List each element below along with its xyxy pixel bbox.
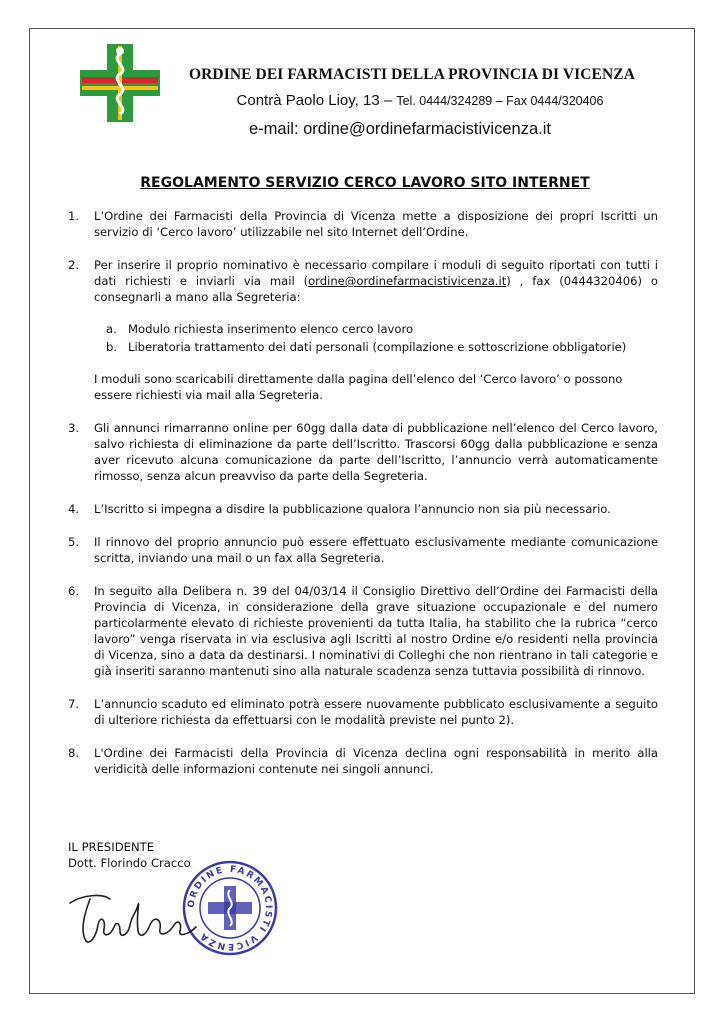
stamp-text: ORDINE FARMACISTI VICENZA bbox=[186, 864, 274, 952]
email-link[interactable]: ordine@ordinefarmacistivicenza.it bbox=[308, 274, 507, 288]
regulation-list bbox=[68, 208, 658, 794]
org-name: ORDINE DEI FARMACISTI DELLA PROVINCIA DI VICENZA bbox=[188, 66, 636, 83]
signatory-role: IL PRESIDENTE bbox=[68, 840, 155, 854]
item-number: 6. bbox=[68, 584, 80, 598]
sub-item-text: Modulo richiesta inserimento elenco cerco lavoro bbox=[128, 322, 414, 336]
sub-item-text: Liberatoria trattamento dei dati personali (compilazione e sottoscrizione obbligatorie) bbox=[128, 340, 627, 354]
document-title: REGOLAMENTO SERVIZIO CERCO LAVORO SITO INTERNET bbox=[140, 175, 590, 191]
item-number: 5. bbox=[68, 535, 80, 549]
item-note: I moduli sono scaricabili direttamente dalla pagina dell’elenco del ‘Cerco lavoro’ o possono essere richiesti via mail alla Segreteria. bbox=[94, 372, 623, 402]
list-item bbox=[68, 583, 658, 679]
sub-item-letter: b. bbox=[106, 340, 118, 354]
item-text: L’Ordine dei Farmacisti della Provincia di Vicenza mette a disposizione dei propri Iscritti un servizio di ‘Cerco lavoro’ utilizzabile nel sito Internet dell’Ordine. bbox=[94, 209, 658, 239]
address-text: Contrà Paolo Lioy, 13 – bbox=[236, 92, 397, 109]
signatory-name: Dott. Florindo Cracco bbox=[68, 856, 191, 870]
caduceus-cross-icon bbox=[80, 44, 160, 122]
item-number: 4. bbox=[68, 502, 80, 516]
item-text-part: Per inserire il proprio nominativo è necessario compilare i moduli di seguito riportati con tutti i dati richiesti e inviarli via mail ( bbox=[94, 258, 658, 288]
signature-block bbox=[68, 839, 191, 871]
handwritten-signature bbox=[62, 885, 212, 950]
item-number: 1. bbox=[68, 209, 80, 223]
item-text: L’Iscritto si impegna a disdire la pubblicazione qualora l’annuncio non sia più necessario. bbox=[94, 502, 611, 516]
item-text: In seguito alla Delibera n. 39 del 04/03/14 il Consiglio Direttivo dell’Ordine dei Farmacisti della Provincia di Vicenza, in considerazione della grave situazione occupazionale e del numero particolarmente elevato di richieste provenienti da tutta Italia, ha stabilito che la rubrica “cerco lavoro” venga riservata in via esclusiva agli Iscritti al nostro Ordine e/o residenti nella provincia di Vicenza, sino a data da destinarsi. I nominativi di Colleghi che non rientrano in tali categorie e già inseriti saranno mantenuti sino alla naturale scadenza senza tuttavia possibilità di rinnovo. bbox=[94, 584, 658, 678]
item-number: 3. bbox=[68, 421, 80, 435]
sub-item-letter: a. bbox=[106, 322, 117, 336]
list-item bbox=[68, 420, 658, 484]
list-item bbox=[68, 534, 658, 566]
list-item bbox=[68, 745, 658, 777]
list-item bbox=[68, 696, 658, 728]
list-item bbox=[68, 257, 658, 305]
org-address bbox=[200, 92, 640, 109]
org-email: e-mail: ordine@ordinefarmacistivicenza.it bbox=[249, 120, 551, 138]
item-text-part: ) , fax (0444320406) o consegnarli a mano alla Segreteria: bbox=[94, 274, 658, 304]
item-text: Il rinnovo del proprio annuncio può essere effettuato esclusivamente mediante comunicazione scritta, inviando una mail o un fax alla Segreteria. bbox=[94, 535, 658, 565]
list-item bbox=[68, 208, 658, 240]
item-text: L’annuncio scaduto ed eliminato potrà essere nuovamente pubblicato esclusivamente a seguito di ulteriore richiesta da effettuarsi con le modalità previste nel punto 2). bbox=[94, 697, 658, 727]
item-number: 8. bbox=[68, 746, 80, 760]
item-number: 7. bbox=[68, 697, 80, 711]
sub-item bbox=[106, 339, 658, 355]
item-number: 2. bbox=[68, 258, 80, 272]
item-text: L'Ordine dei Farmacisti della Provincia di Vicenza declina ogni responsabilità in merito alla veridicità delle informazioni contenute nei singoli annunci. bbox=[94, 746, 658, 776]
list-item bbox=[68, 501, 658, 517]
phone-fax: Tel. 0444/324289 – Fax 0444/320406 bbox=[396, 94, 604, 108]
item-text bbox=[94, 257, 658, 305]
sub-item bbox=[106, 321, 658, 337]
item-text: Gli annunci rimarranno online per 60gg dalla data di pubblicazione nell’elenco del Cerco lavoro, salvo richiesta di eliminazione da parte dell’Iscritto. Trascorsi 60gg dalla pubblicazione e senza aver ricevuto alcuna comunicazione da parte dell’Iscritto, l’annuncio verrà automaticamente rimosso, senza alcun preavviso da parte della Segreteria. bbox=[94, 421, 658, 483]
